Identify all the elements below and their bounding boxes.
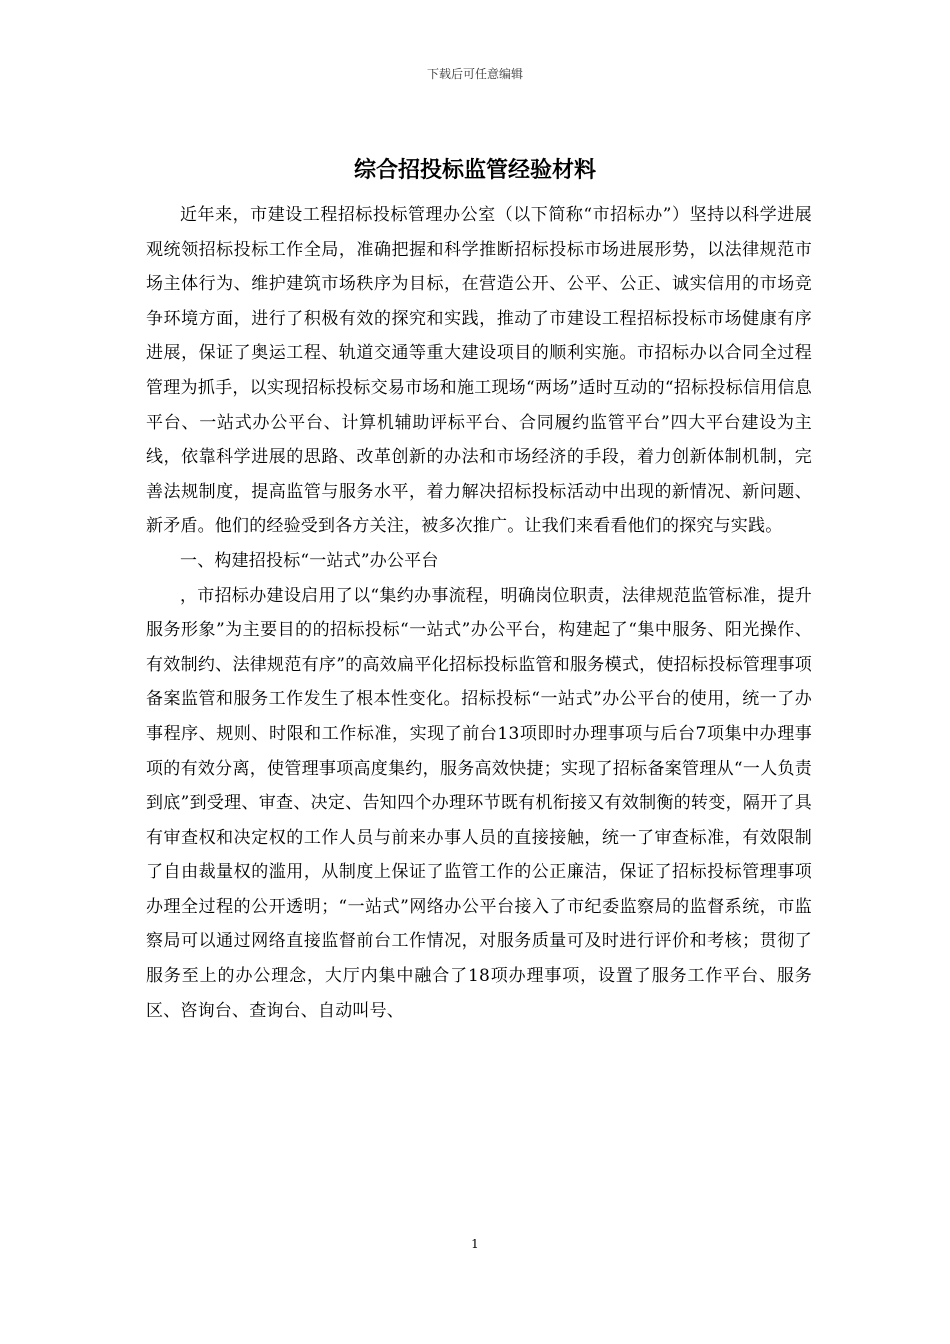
paragraph-section-one: ，市招标办建设启用了以“集约办事流程，明确岗位职责，法律规范监管标准，提升服务形象”为主要目的的招标投标“一站式”办公平台，构建起了“集中服务、阳光操作、有效制约、法律规范有序”的高效扁平化招标投标监管和服务模式，使招标投标管理事项备案监管和服务工作发生了根本性变化。招标投标“一站式”办公平台的使用，统一了办事程序、规则、时限和工作标准，实现了前台13项即时办理事项与后台7项集中办理事项的有效分离，使管理事项高度集约，服务高效快捷；实现了招标备案管理从“一人负责到底”到受理、审查、决定、告知四个办理环节既有机衔接又有效制衡的转变，隔开了具有审查权和决定权的工作人员与前来办事人员的直接接触，统一了审查标准，有效限制了自由裁量权的滥用，从制度上保证了监管工作的公正廉洁，保证了招标投标管理事项办理全过程的公开透明；“一站式”网络办公平台接入了市纪委监察局的监督系统，市监察局可以通过网络直接监督前台工作情况，对服务质量可及时进行评价和考核；贯彻了服务至上的办公理念，大厅内集中融合了18项办理事项，设置了服务工作平台、服务区、咨询台、查询台、自动叫号、: [146, 585, 812, 1021]
page-number: 1: [471, 1237, 479, 1251]
document-body: [146, 198, 812, 1028]
header-note: 下载后可任意编辑: [426, 67, 523, 81]
paragraph-intro: 近年来，市建设工程招标投标管理办公室（以下简称“市招标办”）坚持以科学进展观统领招标投标工作全局，准确把握和科学推断招标投标市场进展形势，以法律规范市场主体行为、维护建筑市场秩序为目标，在营造公开、公平、公正、诚实信用的市场竞争环境方面，进行了积极有效的探究和实践，推动了市建设工程招标投标市场健康有序进展，保证了奥运工程、轨道交通等重大建设项目的顺利实施。市招标办以合同全过程管理为抓手，以实现招标投标交易市场和施工现场“两场”适时互动的“招标投标信用信息平台、一站式办公平台、计算机辅助评标平台、合同履约监管平台”四大平台建设为主线，依靠科学进展的思路、改革创新的办法和市场经济的手段，着力创新体制机制，完善法规制度，提高监管与服务水平，着力解决招标投标活动中出现的新情况、新问题、新矛盾。他们的经验受到各方关注，被多次推广。让我们来看看他们的探究与实践。: [146, 205, 812, 537]
section-heading-one: 一、构建招投标“一站式”办公平台: [180, 550, 439, 571]
document-title: 综合招投标监管经验材料: [353, 157, 596, 183]
